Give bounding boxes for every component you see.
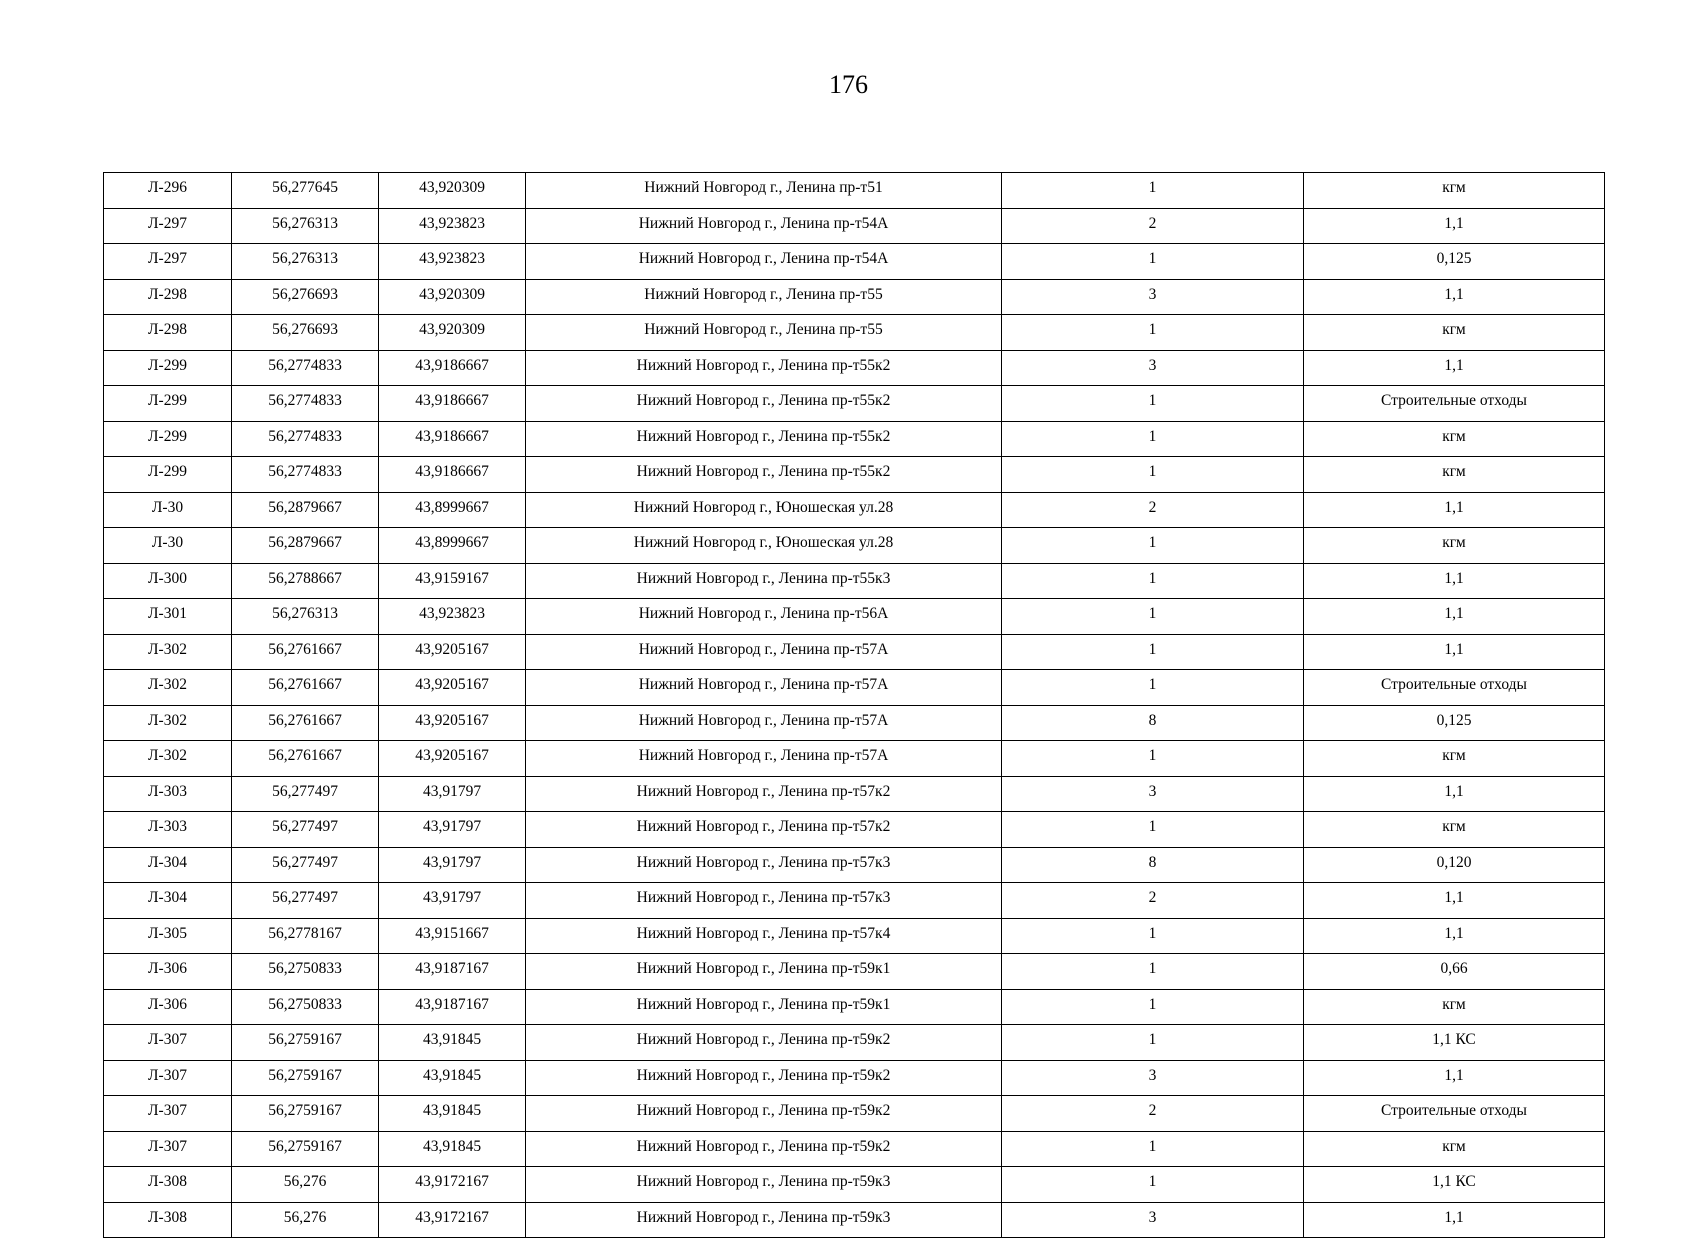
cell-container-type: кгм xyxy=(1304,457,1605,493)
cell-site-id: Л-298 xyxy=(104,315,232,351)
cell-longitude: 43,9186667 xyxy=(379,421,526,457)
cell-container-type: 1,1 xyxy=(1304,634,1605,670)
cell-address: Нижний Новгород г., Ленина пр-т57А xyxy=(526,705,1002,741)
cell-count: 1 xyxy=(1002,315,1304,351)
cell-site-id: Л-298 xyxy=(104,279,232,315)
cell-address: Нижний Новгород г., Ленина пр-т59к3 xyxy=(526,1202,1002,1238)
cell-latitude: 56,2761667 xyxy=(232,670,379,706)
cell-count: 3 xyxy=(1002,1202,1304,1238)
cell-site-id: Л-30 xyxy=(104,528,232,564)
cell-latitude: 56,276 xyxy=(232,1202,379,1238)
cell-longitude: 43,923823 xyxy=(379,599,526,635)
table-row xyxy=(104,599,1605,635)
cell-container-type: Строительные отходы xyxy=(1304,670,1605,706)
cell-latitude: 56,2750833 xyxy=(232,954,379,990)
cell-latitude: 56,2879667 xyxy=(232,492,379,528)
cell-count: 1 xyxy=(1002,173,1304,209)
cell-longitude: 43,9187167 xyxy=(379,989,526,1025)
cell-count: 3 xyxy=(1002,350,1304,386)
cell-latitude: 56,2774833 xyxy=(232,350,379,386)
cell-longitude: 43,920309 xyxy=(379,315,526,351)
cell-site-id: Л-299 xyxy=(104,457,232,493)
cell-address: Нижний Новгород г., Ленина пр-т59к1 xyxy=(526,989,1002,1025)
cell-address: Нижний Новгород г., Ленина пр-т59к2 xyxy=(526,1025,1002,1061)
cell-longitude: 43,91797 xyxy=(379,812,526,848)
cell-longitude: 43,920309 xyxy=(379,173,526,209)
cell-address: Нижний Новгород г., Ленина пр-т57А xyxy=(526,741,1002,777)
table-row xyxy=(104,421,1605,457)
cell-longitude: 43,91845 xyxy=(379,1096,526,1132)
cell-container-type: 1,1 xyxy=(1304,208,1605,244)
cell-container-type: Строительные отходы xyxy=(1304,386,1605,422)
cell-site-id: Л-308 xyxy=(104,1202,232,1238)
cell-address: Нижний Новгород г., Ленина пр-т54А xyxy=(526,244,1002,280)
cell-latitude: 56,277497 xyxy=(232,883,379,919)
cell-container-type: кгм xyxy=(1304,315,1605,351)
cell-longitude: 43,9159167 xyxy=(379,563,526,599)
cell-count: 1 xyxy=(1002,812,1304,848)
cell-count: 1 xyxy=(1002,989,1304,1025)
cell-count: 3 xyxy=(1002,1060,1304,1096)
cell-container-type: Строительные отходы xyxy=(1304,1096,1605,1132)
cell-site-id: Л-302 xyxy=(104,634,232,670)
cell-longitude: 43,8999667 xyxy=(379,492,526,528)
cell-address: Нижний Новгород г., Ленина пр-т55 xyxy=(526,315,1002,351)
cell-latitude: 56,277497 xyxy=(232,847,379,883)
table-row xyxy=(104,492,1605,528)
table-row xyxy=(104,812,1605,848)
cell-longitude: 43,91797 xyxy=(379,883,526,919)
cell-longitude: 43,9205167 xyxy=(379,705,526,741)
table-row xyxy=(104,1096,1605,1132)
cell-count: 1 xyxy=(1002,244,1304,280)
cell-site-id: Л-299 xyxy=(104,386,232,422)
table-row xyxy=(104,386,1605,422)
cell-address: Нижний Новгород г., Ленина пр-т55 xyxy=(526,279,1002,315)
cell-latitude: 56,2759167 xyxy=(232,1025,379,1061)
cell-container-type: 0,125 xyxy=(1304,705,1605,741)
cell-container-type: 1,1 КС xyxy=(1304,1025,1605,1061)
cell-latitude: 56,2774833 xyxy=(232,457,379,493)
cell-address: Нижний Новгород г., Ленина пр-т59к2 xyxy=(526,1060,1002,1096)
container-sites-table xyxy=(103,172,1605,1238)
table-row xyxy=(104,954,1605,990)
cell-container-type: 1,1 xyxy=(1304,563,1605,599)
cell-site-id: Л-307 xyxy=(104,1025,232,1061)
cell-latitude: 56,2759167 xyxy=(232,1060,379,1096)
cell-site-id: Л-30 xyxy=(104,492,232,528)
table-row xyxy=(104,315,1605,351)
cell-container-type: 1,1 xyxy=(1304,883,1605,919)
cell-latitude: 56,2759167 xyxy=(232,1096,379,1132)
cell-count: 1 xyxy=(1002,528,1304,564)
cell-count: 1 xyxy=(1002,634,1304,670)
cell-count: 2 xyxy=(1002,208,1304,244)
table-row xyxy=(104,1060,1605,1096)
cell-address: Нижний Новгород г., Ленина пр-т57к2 xyxy=(526,776,1002,812)
table-row xyxy=(104,670,1605,706)
cell-container-type: кгм xyxy=(1304,1131,1605,1167)
cell-count: 2 xyxy=(1002,492,1304,528)
cell-latitude: 56,2879667 xyxy=(232,528,379,564)
cell-longitude: 43,9186667 xyxy=(379,457,526,493)
table-row xyxy=(104,208,1605,244)
cell-latitude: 56,277645 xyxy=(232,173,379,209)
table-row xyxy=(104,989,1605,1025)
cell-latitude: 56,2774833 xyxy=(232,386,379,422)
cell-address: Нижний Новгород г., Ленина пр-т55к3 xyxy=(526,563,1002,599)
table-row xyxy=(104,705,1605,741)
cell-container-type: 1,1 xyxy=(1304,776,1605,812)
cell-site-id: Л-300 xyxy=(104,563,232,599)
cell-longitude: 43,8999667 xyxy=(379,528,526,564)
cell-longitude: 43,91845 xyxy=(379,1025,526,1061)
cell-count: 1 xyxy=(1002,1131,1304,1167)
cell-container-type: 0,66 xyxy=(1304,954,1605,990)
cell-longitude: 43,9205167 xyxy=(379,670,526,706)
table-row xyxy=(104,173,1605,209)
cell-address: Нижний Новгород г., Ленина пр-т59к3 xyxy=(526,1167,1002,1203)
cell-address: Нижний Новгород г., Ленина пр-т59к2 xyxy=(526,1131,1002,1167)
cell-count: 1 xyxy=(1002,1025,1304,1061)
cell-longitude: 43,923823 xyxy=(379,208,526,244)
cell-latitude: 56,2759167 xyxy=(232,1131,379,1167)
cell-container-type: кгм xyxy=(1304,812,1605,848)
cell-site-id: Л-301 xyxy=(104,599,232,635)
cell-latitude: 56,2774833 xyxy=(232,421,379,457)
table-row xyxy=(104,883,1605,919)
table-row xyxy=(104,279,1605,315)
cell-site-id: Л-302 xyxy=(104,741,232,777)
cell-longitude: 43,91797 xyxy=(379,776,526,812)
cell-count: 2 xyxy=(1002,883,1304,919)
table-row xyxy=(104,1025,1605,1061)
cell-address: Нижний Новгород г., Ленина пр-т57к4 xyxy=(526,918,1002,954)
cell-site-id: Л-304 xyxy=(104,847,232,883)
cell-longitude: 43,91845 xyxy=(379,1060,526,1096)
cell-latitude: 56,2761667 xyxy=(232,634,379,670)
cell-count: 1 xyxy=(1002,421,1304,457)
cell-container-type: кгм xyxy=(1304,989,1605,1025)
cell-address: Нижний Новгород г., Ленина пр-т57к3 xyxy=(526,883,1002,919)
cell-latitude: 56,276 xyxy=(232,1167,379,1203)
cell-site-id: Л-307 xyxy=(104,1096,232,1132)
cell-site-id: Л-308 xyxy=(104,1167,232,1203)
cell-site-id: Л-296 xyxy=(104,173,232,209)
table-row xyxy=(104,457,1605,493)
cell-container-type: 0,120 xyxy=(1304,847,1605,883)
table-row xyxy=(104,1202,1605,1238)
cell-latitude: 56,276313 xyxy=(232,599,379,635)
cell-site-id: Л-304 xyxy=(104,883,232,919)
table-row xyxy=(104,350,1605,386)
table-row xyxy=(104,847,1605,883)
cell-address: Нижний Новгород г., Ленина пр-т57к3 xyxy=(526,847,1002,883)
cell-latitude: 56,276313 xyxy=(232,208,379,244)
cell-container-type: кгм xyxy=(1304,528,1605,564)
cell-address: Нижний Новгород г., Ленина пр-т59к2 xyxy=(526,1096,1002,1132)
cell-longitude: 43,91797 xyxy=(379,847,526,883)
cell-latitude: 56,2788667 xyxy=(232,563,379,599)
cell-site-id: Л-302 xyxy=(104,670,232,706)
table-row xyxy=(104,918,1605,954)
cell-count: 1 xyxy=(1002,386,1304,422)
cell-container-type: кгм xyxy=(1304,173,1605,209)
cell-site-id: Л-303 xyxy=(104,812,232,848)
cell-latitude: 56,276313 xyxy=(232,244,379,280)
cell-longitude: 43,923823 xyxy=(379,244,526,280)
table-row xyxy=(104,528,1605,564)
cell-address: Нижний Новгород г., Ленина пр-т55к2 xyxy=(526,386,1002,422)
cell-longitude: 43,9186667 xyxy=(379,386,526,422)
cell-site-id: Л-302 xyxy=(104,705,232,741)
cell-count: 3 xyxy=(1002,279,1304,315)
cell-latitude: 56,2761667 xyxy=(232,705,379,741)
cell-latitude: 56,2750833 xyxy=(232,989,379,1025)
cell-address: Нижний Новгород г., Ленина пр-т59к1 xyxy=(526,954,1002,990)
table-row xyxy=(104,1167,1605,1203)
cell-latitude: 56,2761667 xyxy=(232,741,379,777)
cell-address: Нижний Новгород г., Ленина пр-т55к2 xyxy=(526,350,1002,386)
cell-count: 1 xyxy=(1002,954,1304,990)
cell-site-id: Л-299 xyxy=(104,350,232,386)
cell-longitude: 43,91845 xyxy=(379,1131,526,1167)
cell-site-id: Л-299 xyxy=(104,421,232,457)
cell-count: 1 xyxy=(1002,741,1304,777)
cell-count: 2 xyxy=(1002,1096,1304,1132)
cell-count: 1 xyxy=(1002,1167,1304,1203)
cell-container-type: 1,1 КС xyxy=(1304,1167,1605,1203)
cell-address: Нижний Новгород г., Юношеская ул.28 xyxy=(526,528,1002,564)
cell-address: Нижний Новгород г., Ленина пр-т57к2 xyxy=(526,812,1002,848)
table-body xyxy=(104,173,1605,1238)
cell-count: 8 xyxy=(1002,705,1304,741)
cell-container-type: 1,1 xyxy=(1304,918,1605,954)
cell-container-type: 0,125 xyxy=(1304,244,1605,280)
cell-latitude: 56,276693 xyxy=(232,315,379,351)
cell-site-id: Л-297 xyxy=(104,244,232,280)
cell-address: Нижний Новгород г., Ленина пр-т54А xyxy=(526,208,1002,244)
table-row xyxy=(104,741,1605,777)
cell-longitude: 43,9205167 xyxy=(379,634,526,670)
cell-count: 1 xyxy=(1002,918,1304,954)
cell-container-type: 1,1 xyxy=(1304,350,1605,386)
cell-container-type: кгм xyxy=(1304,421,1605,457)
cell-site-id: Л-303 xyxy=(104,776,232,812)
cell-latitude: 56,277497 xyxy=(232,776,379,812)
page-number: 176 xyxy=(829,70,868,99)
cell-site-id: Л-307 xyxy=(104,1131,232,1167)
cell-container-type: 1,1 xyxy=(1304,279,1605,315)
cell-latitude: 56,276693 xyxy=(232,279,379,315)
cell-count: 1 xyxy=(1002,599,1304,635)
cell-longitude: 43,9151667 xyxy=(379,918,526,954)
table-row xyxy=(104,634,1605,670)
cell-site-id: Л-307 xyxy=(104,1060,232,1096)
cell-count: 1 xyxy=(1002,670,1304,706)
table-row xyxy=(104,1131,1605,1167)
cell-latitude: 56,2778167 xyxy=(232,918,379,954)
cell-longitude: 43,9172167 xyxy=(379,1167,526,1203)
cell-count: 3 xyxy=(1002,776,1304,812)
cell-address: Нижний Новгород г., Ленина пр-т51 xyxy=(526,173,1002,209)
cell-count: 8 xyxy=(1002,847,1304,883)
cell-container-type: 1,1 xyxy=(1304,492,1605,528)
cell-container-type: кгм xyxy=(1304,741,1605,777)
cell-container-type: 1,1 xyxy=(1304,1202,1605,1238)
cell-longitude: 43,920309 xyxy=(379,279,526,315)
cell-address: Нижний Новгород г., Ленина пр-т57А xyxy=(526,670,1002,706)
cell-count: 1 xyxy=(1002,563,1304,599)
cell-longitude: 43,9186667 xyxy=(379,350,526,386)
cell-count: 1 xyxy=(1002,457,1304,493)
table-row xyxy=(104,776,1605,812)
cell-latitude: 56,277497 xyxy=(232,812,379,848)
table-row xyxy=(104,244,1605,280)
cell-site-id: Л-306 xyxy=(104,989,232,1025)
cell-longitude: 43,9172167 xyxy=(379,1202,526,1238)
cell-site-id: Л-305 xyxy=(104,918,232,954)
cell-site-id: Л-306 xyxy=(104,954,232,990)
cell-container-type: 1,1 xyxy=(1304,599,1605,635)
cell-address: Нижний Новгород г., Ленина пр-т56А xyxy=(526,599,1002,635)
table-row xyxy=(104,563,1605,599)
cell-address: Нижний Новгород г., Ленина пр-т57А xyxy=(526,634,1002,670)
cell-container-type: 1,1 xyxy=(1304,1060,1605,1096)
cell-longitude: 43,9187167 xyxy=(379,954,526,990)
cell-site-id: Л-297 xyxy=(104,208,232,244)
cell-address: Нижний Новгород г., Ленина пр-т55к2 xyxy=(526,421,1002,457)
cell-address: Нижний Новгород г., Ленина пр-т55к2 xyxy=(526,457,1002,493)
cell-address: Нижний Новгород г., Юношеская ул.28 xyxy=(526,492,1002,528)
cell-longitude: 43,9205167 xyxy=(379,741,526,777)
